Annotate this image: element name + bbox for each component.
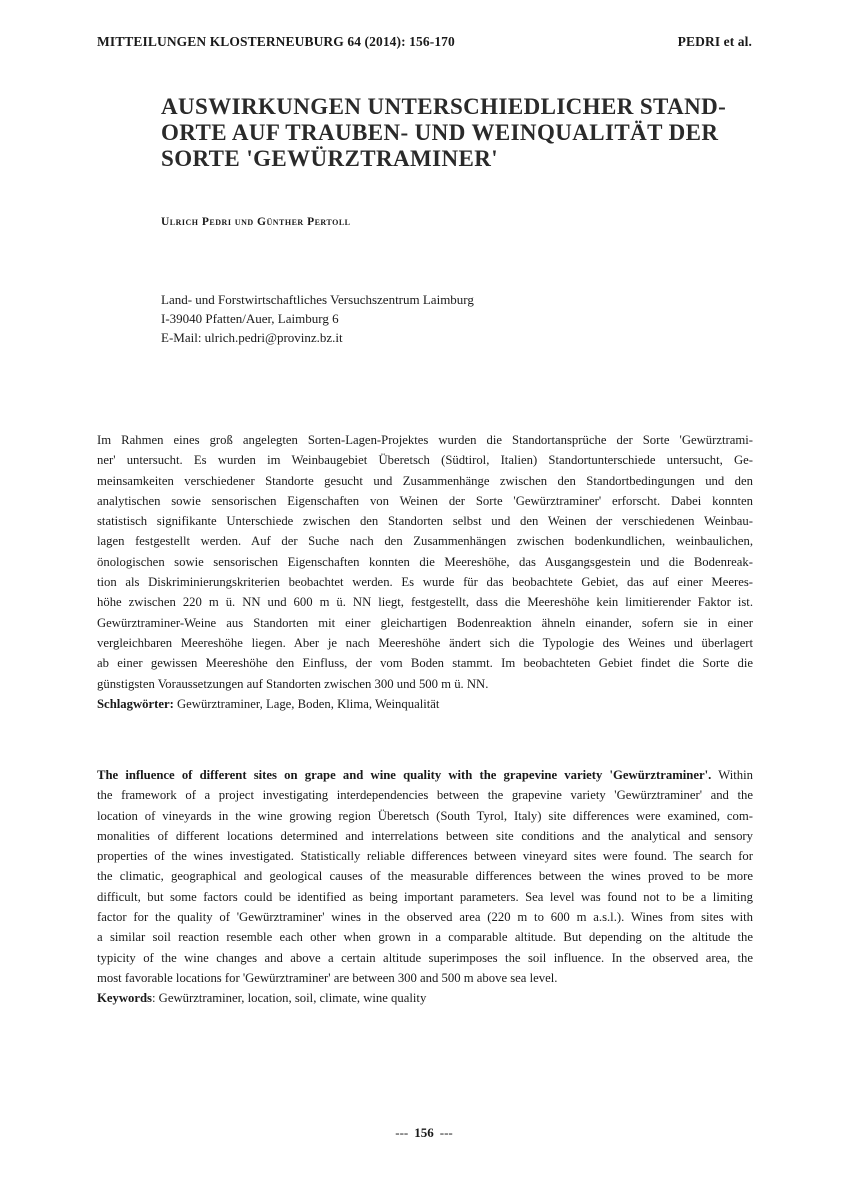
abstract-line: ab einer gewissen Meereshöhe den Einfluss, der vom Boden stammt. Im beobachteten Gebiet findet die Sorte die	[97, 656, 753, 671]
abstract-line: analytischen sowie sensorischen Eigenschaften von Weinen der Sorte 'Gewürztraminer' erforscht. Dabei konnten	[97, 493, 753, 508]
abstract-line	[97, 765, 753, 785]
english-abstract-title: The influence of different sites on grape and wine quality with the grapevine variety 'Gewürztraminer'.	[97, 768, 712, 782]
paper-title	[161, 94, 761, 172]
abstract-line: Im Rahmen eines groß angelegten Sorten-Lagen-Projektes wurden die Standortansprüche der Sorte 'Gewürztrami-	[97, 433, 753, 447]
keywords-label: Keywords	[97, 991, 152, 1006]
abstract-line: ner' untersucht. Es wurden im Weinbaugebiet Überetsch (Südtirol, Italien) Standortunterschiede untersucht, Ge-	[97, 453, 753, 468]
footer-dash: ---	[395, 1125, 409, 1140]
abstract-line: günstigsten Voraussetzungen auf Standorten zwischen 300 und 500 m ü. NN.	[97, 676, 489, 691]
affiliation-email: E-Mail: ulrich.pedri@provinz.bz.it	[161, 330, 343, 345]
abstract-line: statistisch signifikante Unterschiede zwischen den Standorten selbst und den Weinen der verschiedenen Weinbau-	[97, 514, 753, 529]
abstract-line: meinsamkeiten verschiedener Standorte gesucht und Zusammenhänge zwischen den Standortbedingungen und den	[97, 473, 753, 488]
affiliation-institute: Land- und Forstwirtschaftliches Versuchszentrum Laimburg	[161, 292, 474, 307]
abstract-line: Gewürztraminer-Weine aus Standorten mit einer gleichartigen Bodenreaktion ähneln einander, sofern sie in einer	[97, 615, 753, 630]
abstract-line: typicity of the wine changes and above a certain altitude superimposes the soil influence. In the observed area, the	[97, 950, 753, 965]
abstract-line: location of vineyards in the wine growing region Überetsch (South Tyrol, Italy) site differences were examined, com-	[97, 808, 753, 823]
keywords-label: Schlagwörter:	[97, 696, 174, 711]
abstract-line: tion als Diskriminierungskriterien beobachtet werden. Es wurde für das beobachtete Gebiet, das auf einer Meeres-	[97, 575, 753, 590]
author-list: Ulrich Pedri und Günther Pertoll	[161, 216, 351, 228]
page-footer	[0, 1125, 848, 1141]
abstract-line: the climatic, geographical and geological causes of the measurable differences between the wines proved to be more	[97, 869, 753, 884]
abstract-english-text	[97, 765, 753, 988]
running-header	[97, 34, 752, 50]
journal-citation: MITTEILUNGEN KLOSTERNEUBURG 64 (2014): 156-170	[97, 34, 455, 49]
abstract-line: the framework of a project investigating interdependencies between the grapevine variety 'Gewürztraminer' and the	[97, 788, 753, 803]
title-line: SORTE 'GEWÜRZTRAMINER'	[161, 146, 499, 171]
affiliation-address: I-39040 Pfatten/Auer, Laimburg 6	[161, 311, 339, 326]
page-number: 156	[414, 1125, 434, 1140]
abstract-german	[97, 430, 753, 714]
abstract-german-text	[97, 430, 753, 694]
abstract-english	[97, 765, 753, 1009]
abstract-line: vergleichbaren Meereshöhe liegen. Aber je nach Meereshöhe ändert sich die Typologie des Weines und überlagert	[97, 635, 753, 650]
abstract-line: difficult, but some factors could be identified as being important parameters. Sea level was found not to be a limiting	[97, 889, 753, 904]
keywords-german	[97, 694, 753, 714]
abstract-line: önologischen sowie sensorischen Eigenschaften konnten die Meereshöhe, das Ausgangsgestein und die Bodenreak-	[97, 554, 753, 569]
abstract-line: a similar soil reaction resemble each other when grown in a comparable altitude. But depending on the altitude the	[97, 930, 753, 945]
abstract-line: höhe zwischen 220 m ü. NN und 600 m ü. NN liegt, festgestellt, dass die Meereshöhe kein limitierender Faktor ist.	[97, 595, 753, 610]
abstract-line: properties of the wines investigated. Statistically reliable differences between vineyard sites were found. The search for	[97, 849, 753, 864]
keywords-text: Gewürztraminer, Lage, Boden, Klima, Weinqualität	[173, 696, 440, 711]
title-line: ORTE AUF TRAUBEN- UND WEINQUALITÄT DER	[161, 120, 719, 145]
abstract-line: factor for the quality of 'Gewürztraminer' wines in the observed area (220 m to 600 m a.s.l.). Wines from sites with	[97, 910, 753, 925]
abstract-line-rest: Within	[711, 768, 754, 782]
footer-dash: ---	[439, 1125, 453, 1140]
running-authors: PEDRI et al.	[677, 34, 752, 49]
abstract-line: most favorable locations for 'Gewürztraminer' are between 300 and 500 m above sea level.	[97, 970, 558, 985]
abstract-line: lagen festgestellt werden. Auf der Suche nach den Zusammenhängen zwischen bodenkundlichen, weinbaulichen,	[97, 534, 753, 549]
title-line: AUSWIRKUNGEN UNTERSCHIEDLICHER STAND-	[161, 94, 727, 119]
affiliation	[161, 290, 474, 347]
keywords-text: : Gewürztraminer, location, soil, climate, wine quality	[151, 991, 427, 1006]
keywords-english	[97, 988, 753, 1008]
abstract-line: monalities of different locations determined and interrelations between site conditions and the analytical and sensory	[97, 828, 753, 843]
